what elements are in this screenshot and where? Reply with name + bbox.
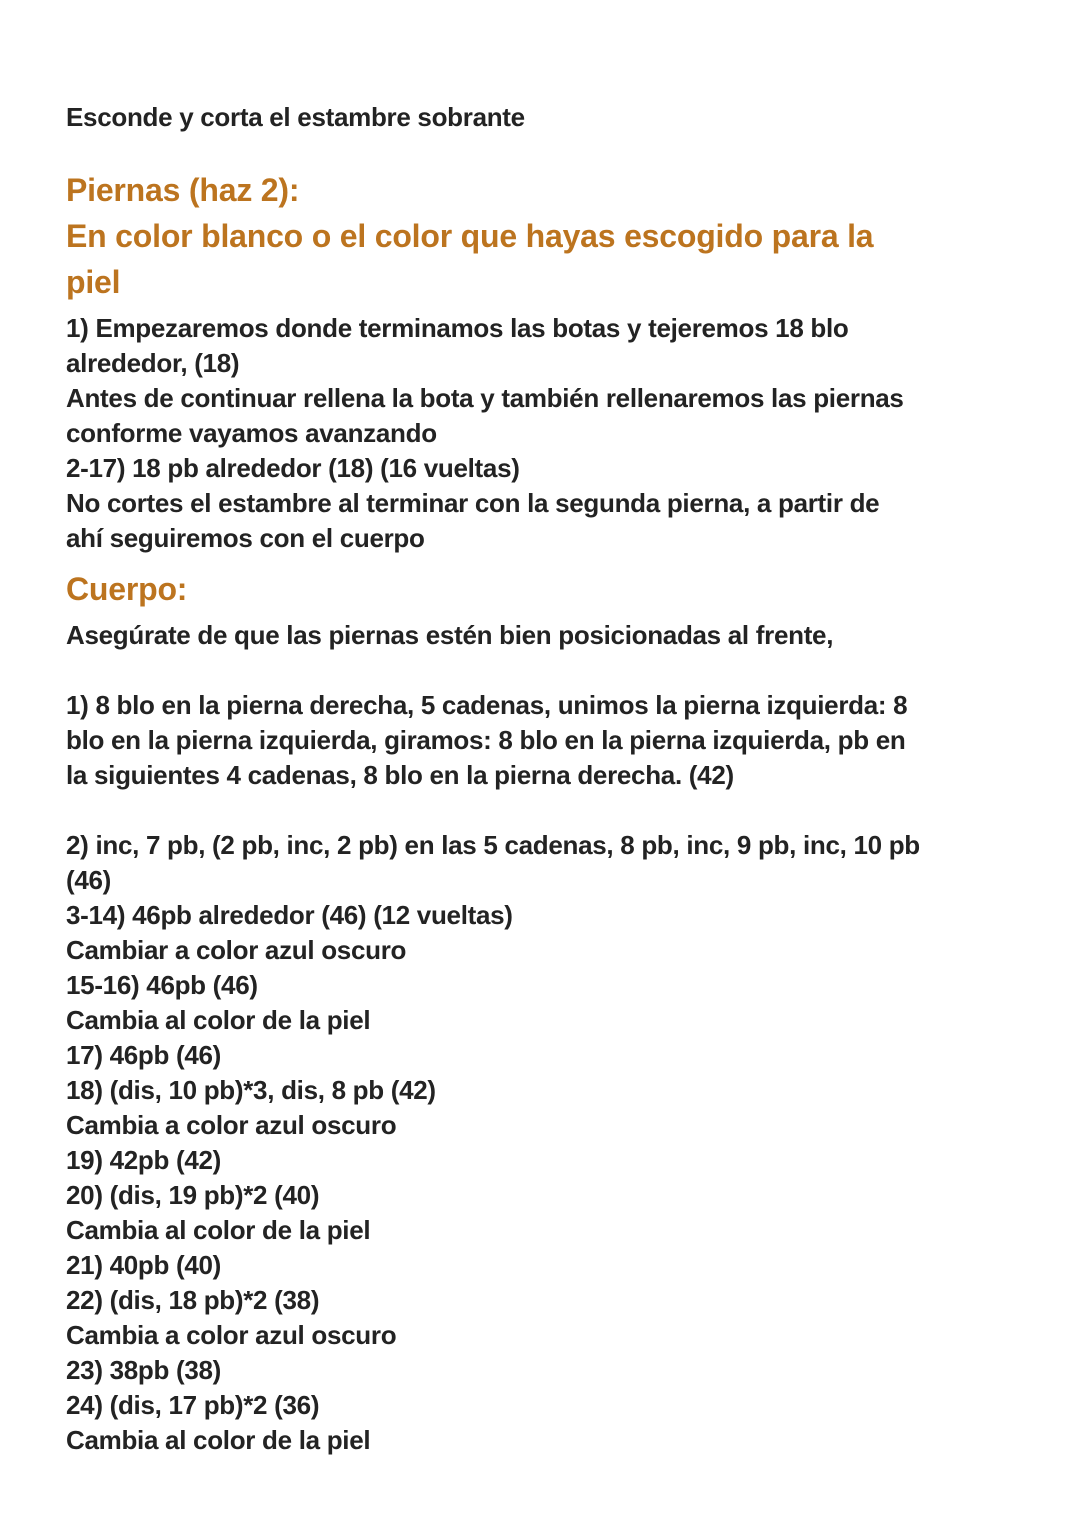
section-piernas-body [66, 311, 1024, 556]
text-line: Cambia a color azul oscuro [66, 1320, 397, 1350]
text-line: la siguientes 4 cadenas, 8 blo en la pierna derecha. (42) [66, 760, 734, 790]
heading-line: En color blanco o el color que hayas escogido para la [66, 218, 874, 254]
section-cuerpo-body [66, 618, 1024, 1458]
text-line: 20) (dis, 19 pb)*2 (40) [66, 1180, 320, 1210]
text-line: 1) 8 blo en la pierna derecha, 5 cadenas, unimos la pierna izquierda: 8 [66, 690, 908, 720]
text-line: 2) inc, 7 pb, (2 pb, inc, 2 pb) en las 5 cadenas, 8 pb, inc, 9 pb, inc, 10 pb [66, 830, 920, 860]
text-line: 22) (dis, 18 pb)*2 (38) [66, 1285, 320, 1315]
text-line: Cambia a color azul oscuro [66, 1110, 397, 1140]
text-line: Antes de continuar rellena la bota y también rellenaremos las piernas [66, 383, 904, 413]
text-line: 17) 46pb (46) [66, 1040, 222, 1070]
section-piernas [66, 167, 1024, 556]
text-line: alrededor, (18) [66, 348, 240, 378]
text-line: Cambia al color de la piel [66, 1215, 371, 1245]
text-line: Cambiar a color azul oscuro [66, 935, 407, 965]
text-line: 18) (dis, 10 pb)*3, dis, 8 pb (42) [66, 1075, 436, 1105]
heading-line: Cuerpo: [66, 571, 188, 607]
section-piernas-heading [66, 167, 1024, 305]
text-line: (46) [66, 865, 112, 895]
text-line [66, 793, 1024, 828]
section-cuerpo [66, 566, 1024, 1458]
text-line: blo en la pierna izquierda, giramos: 8 blo en la pierna izquierda, pb en [66, 725, 906, 755]
text-line: Asegúrate de que las piernas estén bien posicionadas al frente, [66, 620, 834, 650]
text-line [66, 653, 1024, 688]
text-line: 2-17) 18 pb alrededor (18) (16 vueltas) [66, 453, 520, 483]
text-line: 24) (dis, 17 pb)*2 (36) [66, 1390, 320, 1420]
section-cuerpo-heading [66, 566, 1024, 612]
text-line: Cambia al color de la piel [66, 1425, 371, 1455]
heading-line: piel [66, 264, 121, 300]
text-line: Cambia al color de la piel [66, 1005, 371, 1035]
text-line: 19) 42pb (42) [66, 1145, 222, 1175]
text-line: ahí seguiremos con el cuerpo [66, 523, 425, 553]
text-line: 3-14) 46pb alrededor (46) (12 vueltas) [66, 900, 513, 930]
text-line: 15-16) 46pb (46) [66, 970, 258, 1000]
text-line: 1) Empezaremos donde terminamos las botas y tejeremos 18 blo [66, 313, 849, 343]
heading-line: Piernas (haz 2): [66, 172, 300, 208]
text-line: No cortes el estambre al terminar con la segunda pierna, a partir de [66, 488, 880, 518]
text-line: 23) 38pb (38) [66, 1355, 222, 1385]
intro-line: Esconde y corta el estambre sobrante [66, 102, 525, 132]
text-line: 21) 40pb (40) [66, 1250, 222, 1280]
text-line: conforme vayamos avanzando [66, 418, 437, 448]
